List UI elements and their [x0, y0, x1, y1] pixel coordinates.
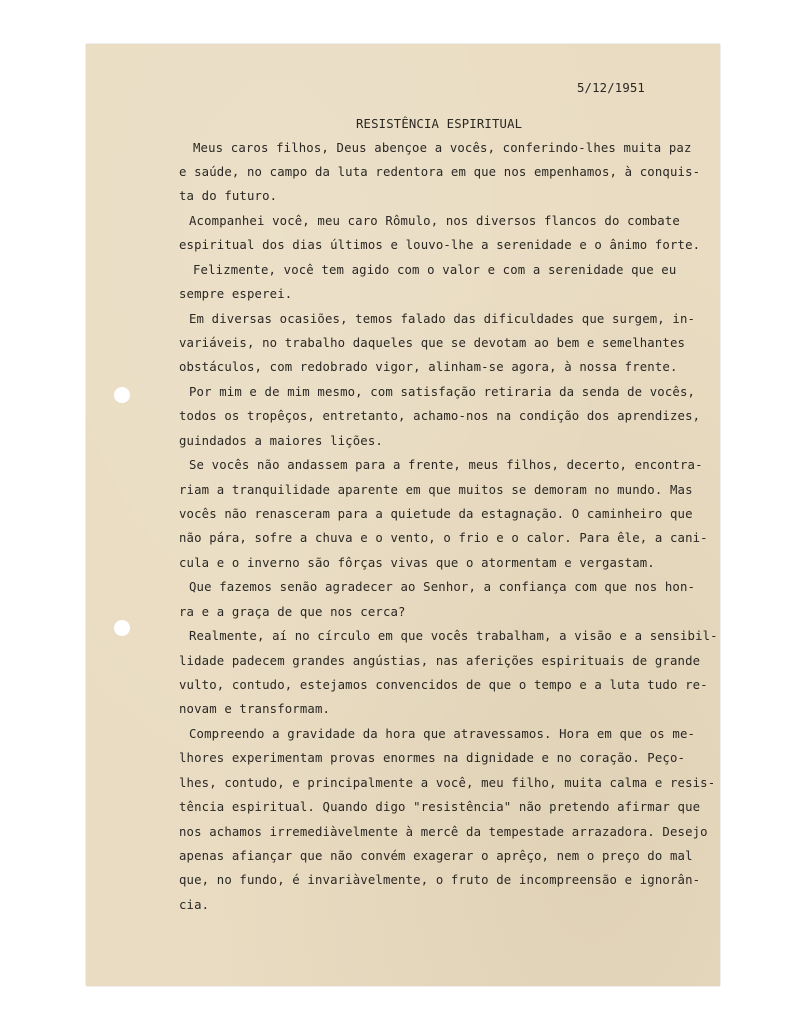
text-line: vulto, contudo, estejamos convencidos de que o tempo e a luta tudo re-	[179, 678, 708, 692]
text-line: Em diversas ocasiões, temos falado das dificuldades que surgem, in-	[189, 312, 696, 326]
text-line: nos achamos irremediàvelmente à mercê da tempestade arrazadora. Desejo	[179, 825, 708, 839]
document-title: RESISTÊNCIA ESPIRITUAL	[356, 117, 523, 131]
text-line: e saúde, no campo da luta redentora em que nos empenhamos, à conquis-	[179, 165, 701, 179]
text-line: lhes, contudo, e principalmente a você, meu filho, muita calma e resis-	[179, 776, 716, 790]
text-line: lhores experimentam provas enormes na dignidade e no coração. Peço-	[179, 751, 686, 765]
text-line: Realmente, aí no círculo em que vocês trabalham, a visão e a sensibil-	[189, 629, 718, 643]
punch-hole-top	[114, 387, 130, 403]
text-line: ta do futuro.	[179, 189, 278, 203]
text-line: Que fazemos senão agradecer ao Senhor, a confiança com que nos hon-	[189, 580, 696, 594]
text-line: novam e transformam.	[179, 702, 331, 716]
text-line: Por mim e de mim mesmo, com satisfação retiraria da senda de vocês,	[189, 385, 696, 399]
text-line: que, no fundo, é invariàvelmente, o fruto de incompreensão e ignorân-	[179, 873, 701, 887]
text-line: guindados a maiores lições.	[179, 434, 383, 448]
text-line: cia.	[179, 898, 210, 912]
text-line: Felizmente, você tem agido com o valor e com a serenidade que eu	[193, 263, 677, 277]
text-line: riam a tranquilidade aparente em que muitos se demoram no mundo. Mas	[179, 483, 693, 497]
text-line: cula e o inverno são fôrças vivas que o atormentam e vergastam.	[179, 556, 655, 570]
text-line: ra e a graça de que nos cerca?	[179, 605, 406, 619]
typewritten-page	[86, 44, 720, 986]
text-line: Compreendo a gravidade da hora que atravessamos. Hora em que os me-	[189, 727, 696, 741]
text-line: lidade padecem grandes angústias, nas aferições espirituais de grande	[179, 654, 701, 668]
text-line: obstáculos, com redobrado vigor, alinham-se agora, à nossa frente.	[179, 360, 678, 374]
text-line: Meus caros filhos, Deus abençoe a vocês, conferindo-lhes muita paz	[193, 141, 692, 155]
text-line: Se vocês não andassem para a frente, meus filhos, decerto, encontra-	[189, 458, 703, 472]
text-line: Acompanhei você, meu caro Rômulo, nos diversos flancos do combate	[189, 214, 680, 228]
text-line: sempre esperei.	[179, 287, 293, 301]
text-line: variáveis, no trabalho daqueles que se devotam ao bem e semelhantes	[179, 336, 686, 350]
document-date: 5/12/1951	[577, 81, 645, 95]
text-line: todos os tropêços, entretanto, achamo-nos na condição dos aprendizes,	[179, 409, 701, 423]
punch-hole-bottom	[114, 620, 130, 636]
text-line: não pára, sofre a chuva e o vento, o frio e o calor. Para êle, a cani-	[179, 531, 708, 545]
text-line: vocês não renasceram para a quietude da estagnação. O caminheiro que	[179, 507, 693, 521]
text-line: espiritual dos dias últimos e louvo-lhe a serenidade e o ânimo forte.	[179, 238, 701, 252]
text-line: apenas afiançar que não convém exagerar o aprêço, nem o preço do mal	[179, 849, 693, 863]
text-line: tência espiritual. Quando digo "resistência" não pretendo afirmar que	[179, 800, 701, 814]
